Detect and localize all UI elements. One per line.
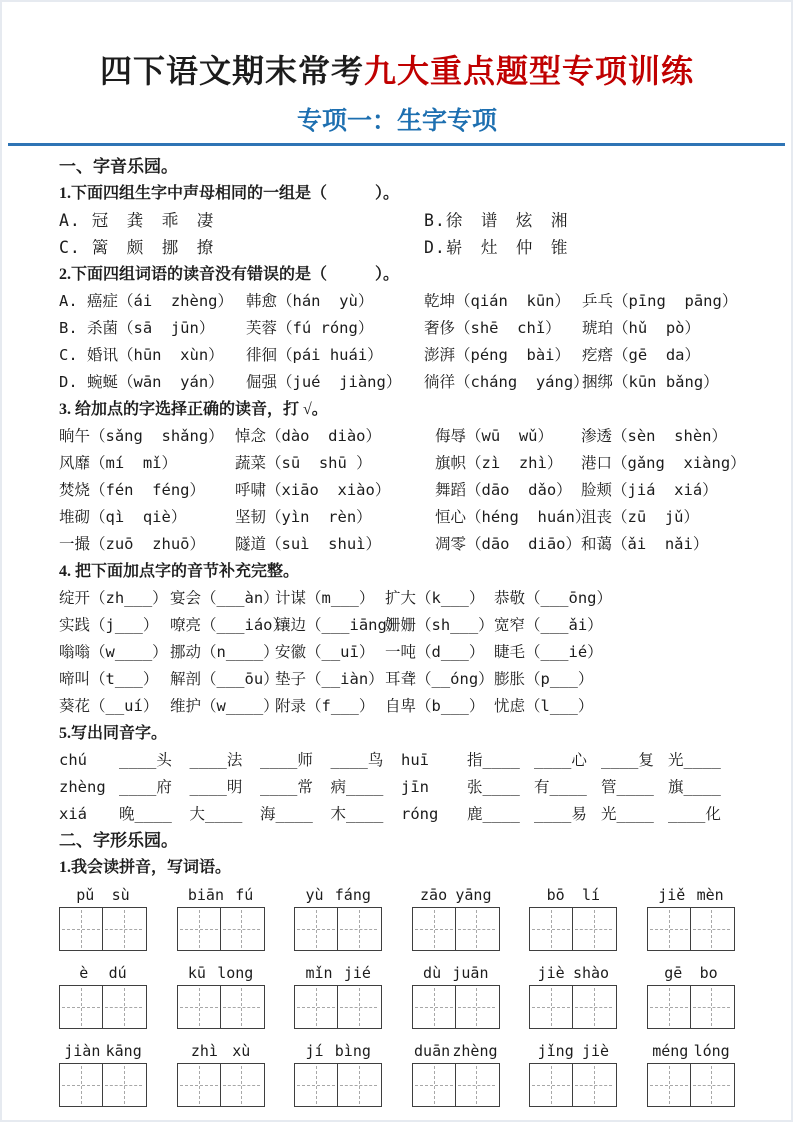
pinyin-label: xiá [59, 805, 87, 823]
homophone-item: ____常 [260, 778, 313, 796]
homophone-item: 木____ [330, 805, 384, 823]
q1-stem: 1.下面四组生字中声母相同的一组是（ ）。 [59, 185, 400, 202]
writing-cell [178, 986, 220, 1028]
homophone-group [59, 747, 401, 774]
homophone-row [59, 747, 735, 774]
pinyin-syllable: yù [305, 886, 324, 904]
divider-line [8, 143, 785, 146]
word-writing-block [412, 1042, 500, 1107]
pinyin-label [529, 1042, 617, 1063]
homophone-item: 指____ [467, 751, 520, 769]
pinyin-label [647, 1042, 735, 1063]
pinyin-syllable: zhì [190, 1042, 218, 1060]
option: B.徐 谱 炫 湘 [424, 211, 569, 230]
q5-rows [59, 747, 735, 828]
pinyin-syllable: fáng [334, 886, 371, 904]
subtitle: 专项一：生字专项 [296, 107, 497, 135]
writing-cell [455, 986, 497, 1028]
writing-cell [648, 1064, 690, 1106]
homophone-item: 海____ [260, 805, 313, 823]
pinyin-label [647, 886, 735, 907]
homophone-item: ____法 [189, 751, 243, 769]
syllable-completion-item: 解剖（___ōu） [170, 670, 279, 688]
pinyin-syllable: zāo [420, 886, 448, 904]
q3-stem: 3. 给加点的字选择正确的读音，打 √。 [59, 401, 328, 418]
writing-grid [294, 907, 382, 951]
syllable-completion-item: 啼叫（t___） [59, 670, 159, 688]
q1-options [59, 207, 735, 261]
word-pronunciation-item: 脸颊（jiá xiá） [581, 481, 718, 499]
homophone-row [59, 801, 735, 828]
word-pronunciation-item: 沮丧（zū jǔ） [581, 508, 699, 526]
pinyin-syllable: sù [111, 886, 130, 904]
pinyin-syllable: è [79, 964, 89, 982]
syllable-completion-item: 绽开（zh___） [59, 589, 168, 607]
writing-grid [529, 985, 617, 1029]
syllable-completion-item: 附录（f___） [275, 697, 375, 715]
q2-rows [59, 288, 738, 396]
writing-grid [177, 907, 265, 951]
writing-cell [60, 908, 102, 950]
word-pronunciation-item: 风靡（mí mǐ） [59, 454, 177, 472]
homophone-item: ____明 [189, 778, 243, 796]
section2-heading: 二、字形乐园。 [59, 831, 178, 850]
pinyin-label [412, 886, 500, 907]
word-writing-block [647, 964, 735, 1029]
syllable-completion-item: 计谋（m___） [275, 589, 375, 607]
pinyin-label [647, 964, 735, 985]
word-pronunciation-item: 呼啸（xiāo xiào） [235, 481, 391, 499]
word-writing-block [59, 886, 147, 951]
writing-cell [413, 908, 455, 950]
writing-cell [337, 908, 379, 950]
word-pronunciation-item: 奢侈（shē chǐ） [424, 319, 561, 337]
writing-cell [690, 908, 732, 950]
syllable-completion-item: 嘹亮（___iáo） [170, 616, 288, 634]
word-pronunciation-item: 琥珀（hǔ pò） [582, 319, 700, 337]
homophone-group [401, 747, 735, 774]
pinyin-label [529, 886, 617, 907]
homophone-item: ____易 [534, 805, 587, 823]
writing-cell [572, 908, 614, 950]
word-pronunciation-item: 渗透（sèn shèn） [581, 427, 727, 445]
pinyin-syllable: shào [572, 964, 610, 982]
word-pronunciation-item: 凋零（dāo diāo） [435, 535, 581, 553]
writing-grid [647, 1063, 735, 1107]
pinyin-syllable: dú [108, 964, 127, 982]
writing-grid [529, 1063, 617, 1107]
writing-cell [648, 908, 690, 950]
writing-cell [530, 986, 572, 1028]
pinyin-syllable: lóng [693, 1042, 730, 1060]
pinyin-label [59, 964, 147, 985]
item-row [59, 342, 735, 369]
pinyin-label [177, 886, 265, 907]
pinyin-syllable: yāng [455, 886, 492, 904]
pinyin-syllable: méng [652, 1042, 689, 1060]
writing-cell [220, 908, 262, 950]
syllable-completion-item: 忧虑（l___） [494, 697, 594, 715]
writing-cell [178, 1064, 220, 1106]
writing-grid [412, 907, 500, 951]
word-pronunciation-item: 坚韧（yìn rèn） [235, 508, 372, 526]
word-pronunciation-item: 蔬菜（sū shū ） [235, 454, 372, 472]
word-writing-block [529, 964, 617, 1029]
pinyin-label [177, 964, 265, 985]
pinyin-syllable: kāng [105, 1042, 142, 1060]
homophone-item: 有____ [534, 778, 587, 796]
writing-cell [572, 1064, 614, 1106]
writing-cell [413, 986, 455, 1028]
pinyin-label [529, 964, 617, 985]
writing-cell [337, 1064, 379, 1106]
pinyin-syllable: jié [343, 964, 371, 982]
homophone-item: ____师 [260, 751, 313, 769]
item-row [59, 585, 735, 612]
writing-cell [690, 986, 732, 1028]
q5-stem: 5.写出同音字。 [59, 725, 168, 742]
word-pronunciation-item: 乒乓（pīng pāng） [582, 292, 738, 310]
pinyin-syllable: juān [452, 964, 489, 982]
q2-stem: 2.下面四组词语的读音没有错误的是（ ）。 [59, 266, 400, 283]
syllable-completion-item: 实践（j___） [59, 616, 159, 634]
word-pronunciation-item: 韩愈（hán yù） [246, 292, 374, 310]
homophone-group [401, 801, 735, 828]
pinyin-syllable: long [217, 964, 254, 982]
writing-cell [455, 908, 497, 950]
syllable-completion-item: 葵花（__uí） [59, 697, 159, 715]
syllable-completion-item: 姗姗（sh___） [385, 616, 494, 634]
writing-grid [412, 985, 500, 1029]
syllable-completion-item: 维护（w____） [170, 697, 279, 715]
homophone-row [59, 774, 735, 801]
pinyin-syllable: fú [235, 886, 254, 904]
word-pronunciation-item: C. 婚讯（hūn xùn） [59, 346, 224, 364]
item-row [59, 666, 735, 693]
writing-grid [294, 1063, 382, 1107]
writing-cell [337, 986, 379, 1028]
word-pronunciation-item: B. 杀菌（sā jūn） [59, 319, 215, 337]
syllable-completion-item: 一吨（d___） [385, 643, 485, 661]
homophone-item: 光____ [601, 805, 654, 823]
option-row [59, 207, 735, 234]
syllable-completion-item: 挪动（n____） [170, 643, 279, 661]
writing-grid [294, 985, 382, 1029]
syllable-completion-item: 宽窄（___ǎi） [494, 616, 603, 634]
word-pronunciation-item: 悼念（dào diào） [235, 427, 381, 445]
syllable-completion-item: 垫子（__iàn） [275, 670, 384, 688]
writing-grid [177, 985, 265, 1029]
writing-cell [60, 986, 102, 1028]
pinyin-syllable: jí [305, 1042, 324, 1060]
writing-cell [102, 1064, 144, 1106]
word-pronunciation-item: 焚烧（fén féng） [59, 481, 205, 499]
word-writing-block [529, 886, 617, 951]
syllable-completion-item: 安徽（__uī） [275, 643, 375, 661]
writing-grid [647, 907, 735, 951]
pinyin-label: zhèng [59, 778, 106, 796]
writing-grid-row [59, 886, 735, 951]
word-pronunciation-item: 徜徉（cháng yáng） [424, 373, 589, 391]
homophone-item: ____府 [119, 778, 172, 796]
pinyin-label [412, 1042, 500, 1063]
word-pronunciation-item: 捆绑（kūn bǎng） [582, 373, 719, 391]
page-title [59, 46, 735, 92]
pinyin-syllable: lí [582, 886, 601, 904]
item-row [59, 531, 735, 558]
word-writing-block [177, 964, 265, 1029]
item-row [59, 369, 735, 396]
homophone-item: ____化 [668, 805, 721, 823]
word-pronunciation-item: 芙蓉（fú róng） [246, 319, 374, 337]
word-writing-block [647, 886, 735, 951]
syllable-completion-item: 睫毛（___ié） [494, 643, 603, 661]
title-black-part: 四下语文期末常考 [99, 53, 364, 89]
word-writing-block [529, 1042, 617, 1107]
word-pronunciation-item: 堆砌（qì qiè） [59, 508, 187, 526]
word-pronunciation-item: 澎湃（péng bài） [424, 346, 570, 364]
homophone-item: ____心 [534, 751, 587, 769]
item-row [59, 639, 735, 666]
pinyin-syllable: bō [546, 886, 565, 904]
writing-grid-row [59, 1042, 735, 1107]
option: D.崭 灶 仲 锥 [424, 238, 569, 257]
word-pronunciation-item: 旗帜（zì zhì） [435, 454, 563, 472]
pinyin-syllable: pǔ [76, 886, 95, 904]
q3-rows [59, 423, 746, 558]
item-row [59, 504, 735, 531]
word-pronunciation-item: 疙瘩（gē da） [582, 346, 700, 364]
writing-cell [102, 986, 144, 1028]
pinyin-syllable: mèn [696, 886, 724, 904]
writing-cell [572, 986, 614, 1028]
writing-grid [647, 985, 735, 1029]
section1-heading: 一、字音乐园。 [59, 157, 178, 176]
pinyin-syllable: kū [187, 964, 206, 982]
homophone-group [59, 801, 401, 828]
word-writing-block [177, 886, 265, 951]
option: A. 冠 龚 乖 凄 [59, 211, 215, 230]
title-red-part: 九大重点题型专项训练 [364, 53, 695, 89]
writing-cell [220, 1064, 262, 1106]
word-pronunciation-item: 一撮（zuō zhuō） [59, 535, 205, 553]
pinyin-label: chú [59, 751, 87, 769]
writing-cell [530, 1064, 572, 1106]
writing-cell [295, 908, 337, 950]
pinyin-syllable: xù [232, 1042, 251, 1060]
syllable-completion-item: 自卑（b___） [385, 697, 485, 715]
pinyin-syllable: jiě [658, 886, 686, 904]
pinyin-label [294, 1042, 382, 1063]
pinyin-syllable: bìng [334, 1042, 371, 1060]
writing-cell [295, 986, 337, 1028]
item-row [59, 288, 738, 315]
pinyin-syllable: bo [699, 964, 718, 982]
word-writing-block [412, 886, 500, 951]
pinyin-label [59, 1042, 147, 1063]
pinyin-syllable: duān [414, 1042, 451, 1060]
writing-cell [455, 1064, 497, 1106]
homophone-group [59, 774, 401, 801]
writing-grid-row [59, 964, 735, 1029]
homophone-item: 鹿____ [467, 805, 520, 823]
pinyin-label [294, 964, 382, 985]
word-writing-block [59, 1042, 147, 1107]
syllable-completion-item: 膨胀（p___） [494, 670, 594, 688]
writing-grid [59, 985, 147, 1029]
word-writing-block [647, 1042, 735, 1107]
pinyin-label: róng [401, 805, 439, 823]
pinyin-syllable: mǐn [305, 964, 333, 982]
word-writing-block [177, 1042, 265, 1107]
pinyin-syllable: biān [187, 886, 224, 904]
homophone-item: 管____ [601, 778, 654, 796]
homophone-item: 晚____ [119, 805, 172, 823]
pinyin-label: jīn [401, 778, 429, 796]
word-writing-block [294, 1042, 382, 1107]
pinyin-syllable: jiè [537, 964, 565, 982]
homophone-item: 张____ [467, 778, 520, 796]
section2-q1-stem: 1.我会读拼音，写词语。 [59, 859, 232, 876]
pinyin-syllable: jiàn [64, 1042, 101, 1060]
word-writing-block [59, 964, 147, 1029]
pinyin-syllable: jǐng [537, 1042, 574, 1060]
option: C. 篱 颇 挪 撩 [59, 238, 215, 257]
option-row [59, 234, 735, 261]
word-pronunciation-item: 侮辱（wū wǔ） [435, 427, 553, 445]
pinyin-label [59, 886, 147, 907]
item-row [59, 423, 735, 450]
item-row [59, 477, 735, 504]
item-row [59, 693, 735, 720]
writing-cell [530, 908, 572, 950]
writing-cell [648, 986, 690, 1028]
item-row [59, 612, 735, 639]
word-pronunciation-item: D. 蜿蜒（wān yán） [59, 373, 224, 391]
pinyin-syllable: gē [664, 964, 683, 982]
homophone-group [401, 774, 735, 801]
writing-cell [178, 908, 220, 950]
homophone-item: 光____ [668, 751, 721, 769]
pinyin-label [177, 1042, 265, 1063]
writing-grid [59, 1063, 147, 1107]
pinyin-syllable: zhèng [452, 1042, 498, 1060]
word-pronunciation-item: 港口（gǎng xiàng） [581, 454, 746, 472]
homophone-item: ____复 [601, 751, 654, 769]
writing-cell [220, 986, 262, 1028]
item-row [59, 450, 746, 477]
word-pronunciation-item: 隧道（suì shuì） [235, 535, 381, 553]
writing-grid [177, 1063, 265, 1107]
word-pronunciation-item: 徘徊（pái huái） [246, 346, 383, 364]
syllable-completion-item: 嗡嗡（w____） [59, 643, 168, 661]
writing-grid [59, 907, 147, 951]
writing-grid [529, 907, 617, 951]
pinyin-syllable: jiè [582, 1042, 610, 1060]
word-pronunciation-item: 和蔼（ǎi nǎi） [581, 535, 709, 553]
homophone-item: 病____ [330, 778, 384, 796]
word-pronunciation-item: A. 癌症（ái zhèng） [59, 292, 233, 310]
syllable-completion-item: 耳聋（__óng） [385, 670, 494, 688]
homophone-item: ____头 [119, 751, 172, 769]
word-writing-block [294, 886, 382, 951]
writing-cell [690, 1064, 732, 1106]
pinyin-label [412, 964, 500, 985]
q4-stem: 4. 把下面加点字的音节补充完整。 [59, 563, 300, 580]
writing-cell [295, 1064, 337, 1106]
writing-cell [102, 908, 144, 950]
syllable-completion-item: 宴会（___àn） [170, 589, 279, 607]
word-pronunciation-item: 舞蹈（dāo dǎo） [435, 481, 572, 499]
word-writing-block [412, 964, 500, 1029]
word-pronunciation-item: 晌午（sǎng shǎng） [59, 427, 224, 445]
word-pronunciation-item: 倔强（jué jiàng） [246, 373, 402, 391]
word-writing-block [294, 964, 382, 1029]
writing-grid [412, 1063, 500, 1107]
homophone-item: 大____ [189, 805, 243, 823]
syllable-completion-item: 恭敬（___ōng） [494, 589, 612, 607]
word-pronunciation-item: 乾坤（qián kūn） [424, 292, 570, 310]
pinyin-label: huī [401, 751, 429, 769]
item-row [59, 315, 735, 342]
word-pronunciation-item: 恒心（héng huán） [435, 508, 591, 526]
writing-grid-area [59, 886, 735, 1107]
writing-cell [60, 1064, 102, 1106]
writing-cell [413, 1064, 455, 1106]
pinyin-label [294, 886, 382, 907]
q4-rows [59, 585, 735, 720]
homophone-item: ____鸟 [330, 751, 384, 769]
syllable-completion-item: 镶边（___iāng） [275, 616, 403, 634]
homophone-item: 旗____ [668, 778, 721, 796]
pinyin-syllable: dù [423, 964, 442, 982]
syllable-completion-item: 扩大（k___） [385, 589, 485, 607]
